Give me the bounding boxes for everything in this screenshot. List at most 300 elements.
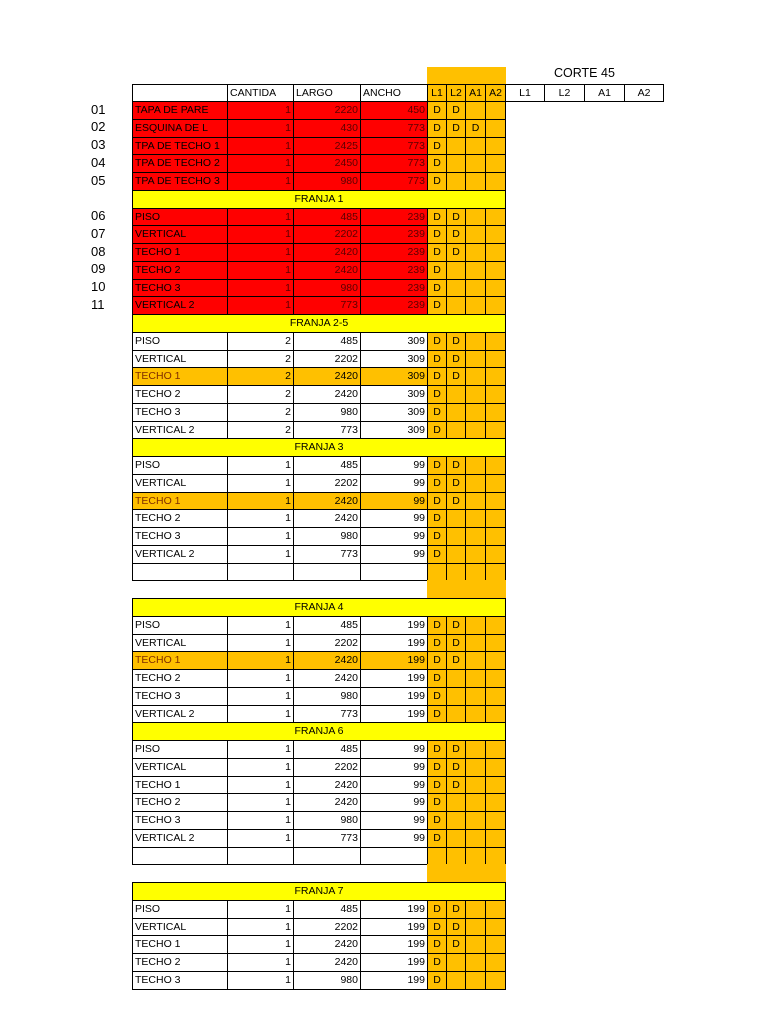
ancho-cell[interactable]: 199 xyxy=(360,616,428,635)
l2-cell[interactable]: D xyxy=(446,332,466,351)
a2-cell[interactable] xyxy=(485,403,506,422)
ancho-cell[interactable]: 99 xyxy=(360,456,428,475)
ancho-cell[interactable]: 199 xyxy=(360,687,428,706)
l1-cell[interactable]: D xyxy=(427,793,447,812)
l1-cell[interactable]: D xyxy=(427,243,447,262)
header-ancho[interactable]: ANCHO xyxy=(360,84,428,102)
cantidad-cell[interactable] xyxy=(227,563,294,582)
a2-cell[interactable] xyxy=(485,261,506,280)
name-cell[interactable]: TPA DE TECHO 1 xyxy=(132,137,228,156)
cantidad-cell[interactable]: 1 xyxy=(227,527,294,546)
cantidad-cell[interactable]: 1 xyxy=(227,492,294,511)
name-cell[interactable]: PISO xyxy=(132,208,228,227)
ancho-cell[interactable] xyxy=(360,563,428,582)
largo-cell[interactable]: 2202 xyxy=(293,758,361,777)
a2-cell[interactable] xyxy=(485,350,506,369)
largo-cell[interactable]: 773 xyxy=(293,421,361,440)
l1-cell[interactable]: D xyxy=(427,367,447,386)
a1-cell[interactable] xyxy=(465,367,486,386)
name-cell[interactable]: VERTICAL xyxy=(132,918,228,937)
ancho-cell[interactable]: 99 xyxy=(360,527,428,546)
a2-cell[interactable] xyxy=(485,758,506,777)
l1-cell[interactable]: D xyxy=(427,385,447,404)
ancho-cell[interactable]: 309 xyxy=(360,332,428,351)
cantidad-cell[interactable]: 2 xyxy=(227,385,294,404)
a1-cell[interactable] xyxy=(465,509,486,528)
name-cell[interactable]: PISO xyxy=(132,616,228,635)
largo-cell[interactable]: 773 xyxy=(293,705,361,724)
l2-cell[interactable]: D xyxy=(446,474,466,493)
l2-cell[interactable]: D xyxy=(446,616,466,635)
cantidad-cell[interactable]: 1 xyxy=(227,634,294,653)
ancho-cell[interactable]: 99 xyxy=(360,829,428,848)
l2-cell[interactable]: D xyxy=(446,740,466,759)
section-header[interactable]: FRANJA 7 xyxy=(132,882,506,901)
l2-cell[interactable] xyxy=(446,829,466,848)
l2-cell[interactable] xyxy=(446,154,466,173)
l1-cell[interactable]: D xyxy=(427,208,447,227)
a1-cell[interactable] xyxy=(465,687,486,706)
ancho-cell[interactable]: 309 xyxy=(360,350,428,369)
a1-cell[interactable] xyxy=(465,776,486,795)
ancho-cell[interactable]: 99 xyxy=(360,509,428,528)
a1-cell[interactable] xyxy=(465,811,486,830)
a2-cell[interactable] xyxy=(485,492,506,511)
cantidad-cell[interactable]: 1 xyxy=(227,705,294,724)
l2-cell[interactable]: D xyxy=(446,918,466,937)
largo-cell[interactable]: 485 xyxy=(293,616,361,635)
a2-cell[interactable] xyxy=(485,829,506,848)
l2-cell[interactable]: D xyxy=(446,367,466,386)
cantidad-cell[interactable]: 1 xyxy=(227,669,294,688)
l2-cell[interactable]: D xyxy=(446,651,466,670)
l1-cell[interactable]: D xyxy=(427,137,447,156)
l1-cell[interactable]: D xyxy=(427,279,447,298)
l1-cell[interactable]: D xyxy=(427,811,447,830)
header-a2[interactable]: A2 xyxy=(485,84,506,102)
largo-cell[interactable]: 2420 xyxy=(293,367,361,386)
l1-cell[interactable]: D xyxy=(427,456,447,475)
cantidad-cell[interactable]: 1 xyxy=(227,776,294,795)
l2-cell[interactable]: D xyxy=(446,208,466,227)
ancho-cell[interactable]: 99 xyxy=(360,492,428,511)
corte-l1[interactable]: L1 xyxy=(505,84,545,102)
name-cell[interactable] xyxy=(132,847,228,866)
a2-cell[interactable] xyxy=(485,119,506,138)
name-cell[interactable]: TECHO 2 xyxy=(132,953,228,972)
header-blank-cell[interactable] xyxy=(132,84,228,102)
largo-cell[interactable]: 773 xyxy=(293,296,361,315)
a2-cell[interactable] xyxy=(485,172,506,191)
largo-cell[interactable]: 485 xyxy=(293,900,361,919)
largo-cell[interactable]: 980 xyxy=(293,527,361,546)
ancho-cell[interactable]: 773 xyxy=(360,172,428,191)
cantidad-cell[interactable]: 2 xyxy=(227,421,294,440)
cantidad-cell[interactable]: 2 xyxy=(227,367,294,386)
l2-cell[interactable] xyxy=(446,563,466,582)
largo-cell[interactable]: 2425 xyxy=(293,137,361,156)
ancho-cell[interactable]: 99 xyxy=(360,474,428,493)
l1-cell[interactable]: D xyxy=(427,403,447,422)
l1-cell[interactable]: D xyxy=(427,935,447,954)
l2-cell[interactable] xyxy=(446,172,466,191)
l2-cell[interactable] xyxy=(446,811,466,830)
name-cell[interactable]: TECHO 2 xyxy=(132,509,228,528)
ancho-cell[interactable]: 773 xyxy=(360,119,428,138)
cantidad-cell[interactable]: 1 xyxy=(227,296,294,315)
name-cell[interactable]: TECHO 1 xyxy=(132,651,228,670)
name-cell[interactable]: TECHO 3 xyxy=(132,811,228,830)
cantidad-cell[interactable]: 1 xyxy=(227,829,294,848)
a1-cell[interactable] xyxy=(465,172,486,191)
name-cell[interactable]: VERTICAL 2 xyxy=(132,545,228,564)
a1-cell[interactable] xyxy=(465,332,486,351)
ancho-cell[interactable]: 309 xyxy=(360,403,428,422)
ancho-cell[interactable]: 450 xyxy=(360,101,428,120)
a2-cell[interactable] xyxy=(485,847,506,866)
ancho-cell[interactable] xyxy=(360,847,428,866)
l1-cell[interactable]: D xyxy=(427,918,447,937)
cantidad-cell[interactable]: 1 xyxy=(227,243,294,262)
ancho-cell[interactable]: 239 xyxy=(360,261,428,280)
l2-cell[interactable] xyxy=(446,847,466,866)
a1-cell[interactable] xyxy=(465,296,486,315)
largo-cell[interactable]: 2202 xyxy=(293,634,361,653)
cantidad-cell[interactable] xyxy=(227,847,294,866)
name-cell[interactable]: TECHO 1 xyxy=(132,243,228,262)
a2-cell[interactable] xyxy=(485,740,506,759)
l2-cell[interactable]: D xyxy=(446,119,466,138)
a2-cell[interactable] xyxy=(485,705,506,724)
a1-cell[interactable] xyxy=(465,563,486,582)
l1-cell[interactable]: D xyxy=(427,971,447,990)
a1-cell[interactable] xyxy=(465,137,486,156)
largo-cell[interactable]: 485 xyxy=(293,332,361,351)
cantidad-cell[interactable]: 1 xyxy=(227,154,294,173)
section-header[interactable]: FRANJA 3 xyxy=(132,438,506,457)
a1-cell[interactable] xyxy=(465,616,486,635)
l2-cell[interactable]: D xyxy=(446,758,466,777)
largo-cell[interactable]: 485 xyxy=(293,208,361,227)
largo-cell[interactable]: 980 xyxy=(293,403,361,422)
a2-cell[interactable] xyxy=(485,154,506,173)
l1-cell[interactable]: D xyxy=(427,492,447,511)
a2-cell[interactable] xyxy=(485,385,506,404)
l1-cell[interactable]: D xyxy=(427,669,447,688)
cantidad-cell[interactable]: 1 xyxy=(227,793,294,812)
name-cell[interactable]: ESQUINA DE L xyxy=(132,119,228,138)
a2-cell[interactable] xyxy=(485,545,506,564)
a1-cell[interactable] xyxy=(465,705,486,724)
header-largo[interactable]: LARGO xyxy=(293,84,361,102)
cantidad-cell[interactable]: 1 xyxy=(227,456,294,475)
a1-cell[interactable] xyxy=(465,208,486,227)
a2-cell[interactable] xyxy=(485,332,506,351)
l2-cell[interactable]: D xyxy=(446,776,466,795)
name-cell[interactable]: TECHO 3 xyxy=(132,527,228,546)
cantidad-cell[interactable]: 1 xyxy=(227,616,294,635)
l1-cell[interactable]: D xyxy=(427,296,447,315)
l1-cell[interactable]: D xyxy=(427,154,447,173)
name-cell[interactable]: TECHO 2 xyxy=(132,669,228,688)
largo-cell[interactable]: 2420 xyxy=(293,651,361,670)
a2-cell[interactable] xyxy=(485,509,506,528)
l2-cell[interactable]: D xyxy=(446,225,466,244)
cantidad-cell[interactable]: 1 xyxy=(227,225,294,244)
a1-cell[interactable] xyxy=(465,261,486,280)
cantidad-cell[interactable]: 1 xyxy=(227,740,294,759)
name-cell[interactable]: VERTICAL 2 xyxy=(132,421,228,440)
l1-cell[interactable]: D xyxy=(427,740,447,759)
l1-cell[interactable]: D xyxy=(427,474,447,493)
a2-cell[interactable] xyxy=(485,616,506,635)
a1-cell[interactable] xyxy=(465,492,486,511)
name-cell[interactable]: PISO xyxy=(132,332,228,351)
a2-cell[interactable] xyxy=(485,208,506,227)
largo-cell[interactable]: 2420 xyxy=(293,953,361,972)
a1-cell[interactable] xyxy=(465,758,486,777)
a2-cell[interactable] xyxy=(485,953,506,972)
name-cell[interactable]: PISO xyxy=(132,900,228,919)
cantidad-cell[interactable]: 1 xyxy=(227,935,294,954)
a2-cell[interactable] xyxy=(485,918,506,937)
name-cell[interactable]: TECHO 2 xyxy=(132,261,228,280)
l2-cell[interactable] xyxy=(446,793,466,812)
a1-cell[interactable] xyxy=(465,900,486,919)
a2-cell[interactable] xyxy=(485,634,506,653)
name-cell[interactable]: PISO xyxy=(132,456,228,475)
largo-cell[interactable]: 2420 xyxy=(293,261,361,280)
section-header[interactable]: FRANJA 4 xyxy=(132,598,506,617)
ancho-cell[interactable]: 199 xyxy=(360,651,428,670)
largo-cell[interactable]: 2420 xyxy=(293,935,361,954)
largo-cell[interactable]: 2202 xyxy=(293,474,361,493)
l1-cell[interactable] xyxy=(427,563,447,582)
a2-cell[interactable] xyxy=(485,776,506,795)
cantidad-cell[interactable]: 1 xyxy=(227,208,294,227)
cantidad-cell[interactable]: 2 xyxy=(227,350,294,369)
a2-cell[interactable] xyxy=(485,137,506,156)
largo-cell[interactable]: 773 xyxy=(293,545,361,564)
name-cell[interactable]: TECHO 2 xyxy=(132,793,228,812)
a1-cell[interactable] xyxy=(465,793,486,812)
a1-cell[interactable] xyxy=(465,385,486,404)
a1-cell[interactable] xyxy=(465,669,486,688)
cantidad-cell[interactable]: 1 xyxy=(227,509,294,528)
cantidad-cell[interactable]: 1 xyxy=(227,474,294,493)
l1-cell[interactable]: D xyxy=(427,350,447,369)
largo-cell[interactable]: 2450 xyxy=(293,154,361,173)
l1-cell[interactable]: D xyxy=(427,119,447,138)
largo-cell[interactable]: 2420 xyxy=(293,776,361,795)
header-cantidad[interactable]: CANTIDA xyxy=(227,84,294,102)
l1-cell[interactable]: D xyxy=(427,705,447,724)
a2-cell[interactable] xyxy=(485,651,506,670)
largo-cell[interactable]: 2420 xyxy=(293,385,361,404)
a1-cell[interactable] xyxy=(465,971,486,990)
a1-cell[interactable] xyxy=(465,225,486,244)
cantidad-cell[interactable]: 2 xyxy=(227,403,294,422)
largo-cell[interactable]: 980 xyxy=(293,687,361,706)
l1-cell[interactable]: D xyxy=(427,776,447,795)
l2-cell[interactable] xyxy=(446,385,466,404)
a1-cell[interactable] xyxy=(465,953,486,972)
l1-cell[interactable]: D xyxy=(427,651,447,670)
largo-cell[interactable]: 2420 xyxy=(293,509,361,528)
a1-cell[interactable] xyxy=(465,421,486,440)
cantidad-cell[interactable]: 1 xyxy=(227,953,294,972)
name-cell[interactable]: VERTICAL xyxy=(132,474,228,493)
a2-cell[interactable] xyxy=(485,101,506,120)
ancho-cell[interactable]: 309 xyxy=(360,385,428,404)
largo-cell[interactable]: 773 xyxy=(293,829,361,848)
a1-cell[interactable] xyxy=(465,651,486,670)
a2-cell[interactable] xyxy=(485,811,506,830)
a2-cell[interactable] xyxy=(485,225,506,244)
a2-cell[interactable] xyxy=(485,367,506,386)
cantidad-cell[interactable]: 1 xyxy=(227,900,294,919)
ancho-cell[interactable]: 773 xyxy=(360,154,428,173)
l2-cell[interactable]: D xyxy=(446,634,466,653)
l2-cell[interactable] xyxy=(446,687,466,706)
a2-cell[interactable] xyxy=(485,279,506,298)
largo-cell[interactable]: 2420 xyxy=(293,243,361,262)
a1-cell[interactable] xyxy=(465,847,486,866)
name-cell[interactable]: VERTICAL xyxy=(132,634,228,653)
name-cell[interactable]: PISO xyxy=(132,740,228,759)
l2-cell[interactable] xyxy=(446,261,466,280)
ancho-cell[interactable]: 199 xyxy=(360,918,428,937)
header-l1[interactable]: L1 xyxy=(427,84,447,102)
l2-cell[interactable] xyxy=(446,669,466,688)
a2-cell[interactable] xyxy=(485,243,506,262)
name-cell[interactable]: TECHO 1 xyxy=(132,935,228,954)
largo-cell[interactable] xyxy=(293,847,361,866)
l2-cell[interactable] xyxy=(446,527,466,546)
name-cell[interactable]: TPA DE TECHO 2 xyxy=(132,154,228,173)
l2-cell[interactable] xyxy=(446,296,466,315)
cantidad-cell[interactable]: 1 xyxy=(227,971,294,990)
name-cell[interactable]: VERTICAL 2 xyxy=(132,829,228,848)
l2-cell[interactable] xyxy=(446,953,466,972)
l2-cell[interactable]: D xyxy=(446,492,466,511)
l1-cell[interactable]: D xyxy=(427,900,447,919)
a1-cell[interactable] xyxy=(465,243,486,262)
a1-cell[interactable] xyxy=(465,740,486,759)
cantidad-cell[interactable]: 1 xyxy=(227,545,294,564)
largo-cell[interactable]: 2202 xyxy=(293,350,361,369)
largo-cell[interactable]: 2220 xyxy=(293,101,361,120)
l1-cell[interactable]: D xyxy=(427,829,447,848)
largo-cell[interactable]: 430 xyxy=(293,119,361,138)
ancho-cell[interactable]: 199 xyxy=(360,900,428,919)
a2-cell[interactable] xyxy=(485,296,506,315)
a2-cell[interactable] xyxy=(485,935,506,954)
cantidad-cell[interactable]: 1 xyxy=(227,119,294,138)
name-cell[interactable]: VERTICAL xyxy=(132,758,228,777)
l1-cell[interactable] xyxy=(427,847,447,866)
l1-cell[interactable]: D xyxy=(427,509,447,528)
a1-cell[interactable] xyxy=(465,154,486,173)
ancho-cell[interactable]: 239 xyxy=(360,208,428,227)
a2-cell[interactable] xyxy=(485,474,506,493)
ancho-cell[interactable]: 199 xyxy=(360,634,428,653)
ancho-cell[interactable]: 199 xyxy=(360,705,428,724)
a1-cell[interactable] xyxy=(465,474,486,493)
name-cell[interactable] xyxy=(132,563,228,582)
a2-cell[interactable] xyxy=(485,793,506,812)
a1-cell[interactable] xyxy=(465,829,486,848)
name-cell[interactable]: TPA DE TECHO 3 xyxy=(132,172,228,191)
a2-cell[interactable] xyxy=(485,527,506,546)
ancho-cell[interactable]: 99 xyxy=(360,811,428,830)
cantidad-cell[interactable]: 1 xyxy=(227,279,294,298)
name-cell[interactable]: VERTICAL 2 xyxy=(132,705,228,724)
ancho-cell[interactable]: 239 xyxy=(360,279,428,298)
ancho-cell[interactable]: 99 xyxy=(360,545,428,564)
largo-cell[interactable]: 485 xyxy=(293,456,361,475)
ancho-cell[interactable]: 99 xyxy=(360,740,428,759)
a1-cell[interactable]: D xyxy=(465,119,486,138)
name-cell[interactable]: VERTICAL 2 xyxy=(132,296,228,315)
ancho-cell[interactable]: 773 xyxy=(360,137,428,156)
ancho-cell[interactable]: 199 xyxy=(360,971,428,990)
section-header[interactable]: FRANJA 1 xyxy=(132,190,506,209)
a1-cell[interactable] xyxy=(465,403,486,422)
largo-cell[interactable]: 2420 xyxy=(293,669,361,688)
name-cell[interactable]: TECHO 3 xyxy=(132,971,228,990)
a1-cell[interactable] xyxy=(465,918,486,937)
cantidad-cell[interactable]: 1 xyxy=(227,651,294,670)
l2-cell[interactable] xyxy=(446,421,466,440)
l1-cell[interactable]: D xyxy=(427,421,447,440)
largo-cell[interactable]: 980 xyxy=(293,172,361,191)
l1-cell[interactable]: D xyxy=(427,953,447,972)
cantidad-cell[interactable]: 1 xyxy=(227,101,294,120)
cantidad-cell[interactable]: 1 xyxy=(227,261,294,280)
a2-cell[interactable] xyxy=(485,669,506,688)
l2-cell[interactable] xyxy=(446,971,466,990)
ancho-cell[interactable]: 309 xyxy=(360,367,428,386)
name-cell[interactable]: VERTICAL xyxy=(132,350,228,369)
name-cell[interactable]: TECHO 3 xyxy=(132,279,228,298)
l1-cell[interactable]: D xyxy=(427,758,447,777)
a2-cell[interactable] xyxy=(485,900,506,919)
name-cell[interactable]: VERTICAL xyxy=(132,225,228,244)
cantidad-cell[interactable]: 2 xyxy=(227,332,294,351)
l2-cell[interactable]: D xyxy=(446,101,466,120)
ancho-cell[interactable]: 199 xyxy=(360,935,428,954)
l1-cell[interactable]: D xyxy=(427,172,447,191)
name-cell[interactable]: TAPA DE PARE xyxy=(132,101,228,120)
corte-a2[interactable]: A2 xyxy=(624,84,664,102)
name-cell[interactable]: TECHO 1 xyxy=(132,776,228,795)
a2-cell[interactable] xyxy=(485,456,506,475)
a2-cell[interactable] xyxy=(485,687,506,706)
l2-cell[interactable] xyxy=(446,705,466,724)
largo-cell[interactable]: 2202 xyxy=(293,918,361,937)
name-cell[interactable]: TECHO 1 xyxy=(132,367,228,386)
largo-cell[interactable]: 980 xyxy=(293,811,361,830)
largo-cell[interactable]: 485 xyxy=(293,740,361,759)
corte-a1[interactable]: A1 xyxy=(584,84,625,102)
a2-cell[interactable] xyxy=(485,563,506,582)
a1-cell[interactable] xyxy=(465,350,486,369)
cantidad-cell[interactable]: 1 xyxy=(227,918,294,937)
cantidad-cell[interactable]: 1 xyxy=(227,811,294,830)
corte-l2[interactable]: L2 xyxy=(544,84,585,102)
largo-cell[interactable]: 2420 xyxy=(293,793,361,812)
